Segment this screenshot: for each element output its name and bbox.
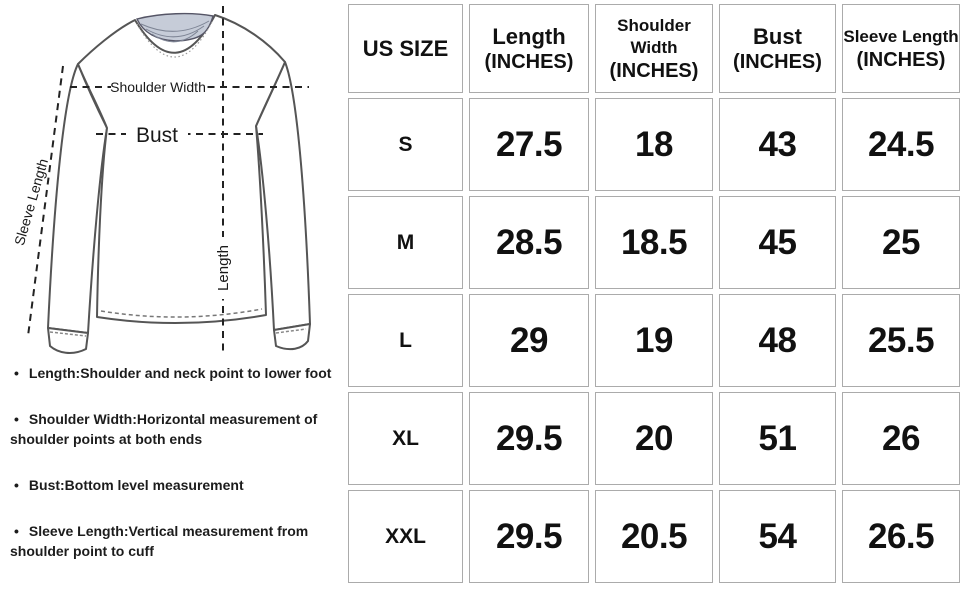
value-cell: 29.5	[469, 392, 589, 485]
note-length	[10, 363, 352, 383]
note-shoulder-width	[10, 409, 352, 449]
value-cell: 43	[719, 98, 836, 191]
bullet-icon: •	[14, 365, 19, 381]
value-cell: 18	[595, 98, 713, 191]
size-chart-table	[348, 4, 960, 583]
size-cell: S	[348, 98, 463, 191]
header-cell-sleeve-length	[842, 4, 960, 93]
left-cuff	[48, 328, 88, 353]
value-cell: 51	[719, 392, 836, 485]
value-cell: 28.5	[469, 196, 589, 289]
header-cell-us-size	[348, 4, 463, 93]
note-bust	[10, 475, 352, 495]
header-subtitle: (INCHES)	[484, 50, 574, 73]
header-cell-length	[469, 4, 589, 93]
value-cell: 27.5	[469, 98, 589, 191]
sleeve-length-label: Sleeve Length	[10, 156, 52, 248]
header-cell-bust	[719, 4, 836, 93]
value-cell: 20	[595, 392, 713, 485]
size-cell: XL	[348, 392, 463, 485]
value-cell: 25.5	[842, 294, 960, 387]
shoulder-width-label: Shoulder Width	[110, 79, 206, 95]
measurement-notes	[10, 363, 352, 587]
value-cell: 26	[842, 392, 960, 485]
shirt-diagram	[0, 0, 345, 362]
note-text: Sleeve Length:Vertical measurement from shoulder point to cuff	[10, 523, 309, 559]
bullet-icon: •	[14, 411, 19, 427]
header-title: Length	[492, 23, 566, 49]
header-title: US SIZE	[362, 35, 449, 61]
value-cell: 25	[842, 196, 960, 289]
header-subtitle: (INCHES)	[733, 50, 822, 73]
value-cell: 29	[469, 294, 589, 387]
bullet-icon: •	[14, 523, 19, 539]
size-cell: XXL	[348, 490, 463, 583]
shirt-body	[78, 15, 285, 323]
length-label: Length	[215, 245, 232, 291]
value-cell: 48	[719, 294, 836, 387]
bullet-icon: •	[14, 477, 19, 493]
note-sleeve-length	[10, 521, 352, 561]
header-title: Shoulder Width	[617, 15, 691, 57]
header-title: Bust	[753, 23, 802, 49]
value-cell: 24.5	[842, 98, 960, 191]
size-cell: L	[348, 294, 463, 387]
note-text: Bust:Bottom level measurement	[28, 477, 244, 493]
note-text: Length:Shoulder and neck point to lower foot	[28, 365, 332, 381]
size-cell: M	[348, 196, 463, 289]
bust-label: Bust	[135, 124, 179, 147]
note-text: Shoulder Width:Horizontal measurement of shoulder points at both ends	[10, 411, 318, 447]
header-title: Sleeve Length	[843, 26, 959, 46]
value-cell: 45	[719, 196, 836, 289]
value-cell: 29.5	[469, 490, 589, 583]
header-cell-shoulder-width	[595, 4, 713, 93]
header-subtitle: (INCHES)	[856, 48, 946, 71]
value-cell: 54	[719, 490, 836, 583]
value-cell: 18.5	[595, 196, 713, 289]
value-cell: 20.5	[595, 490, 713, 583]
header-subtitle: (INCHES)	[609, 59, 699, 82]
value-cell: 19	[595, 294, 713, 387]
value-cell: 26.5	[842, 490, 960, 583]
